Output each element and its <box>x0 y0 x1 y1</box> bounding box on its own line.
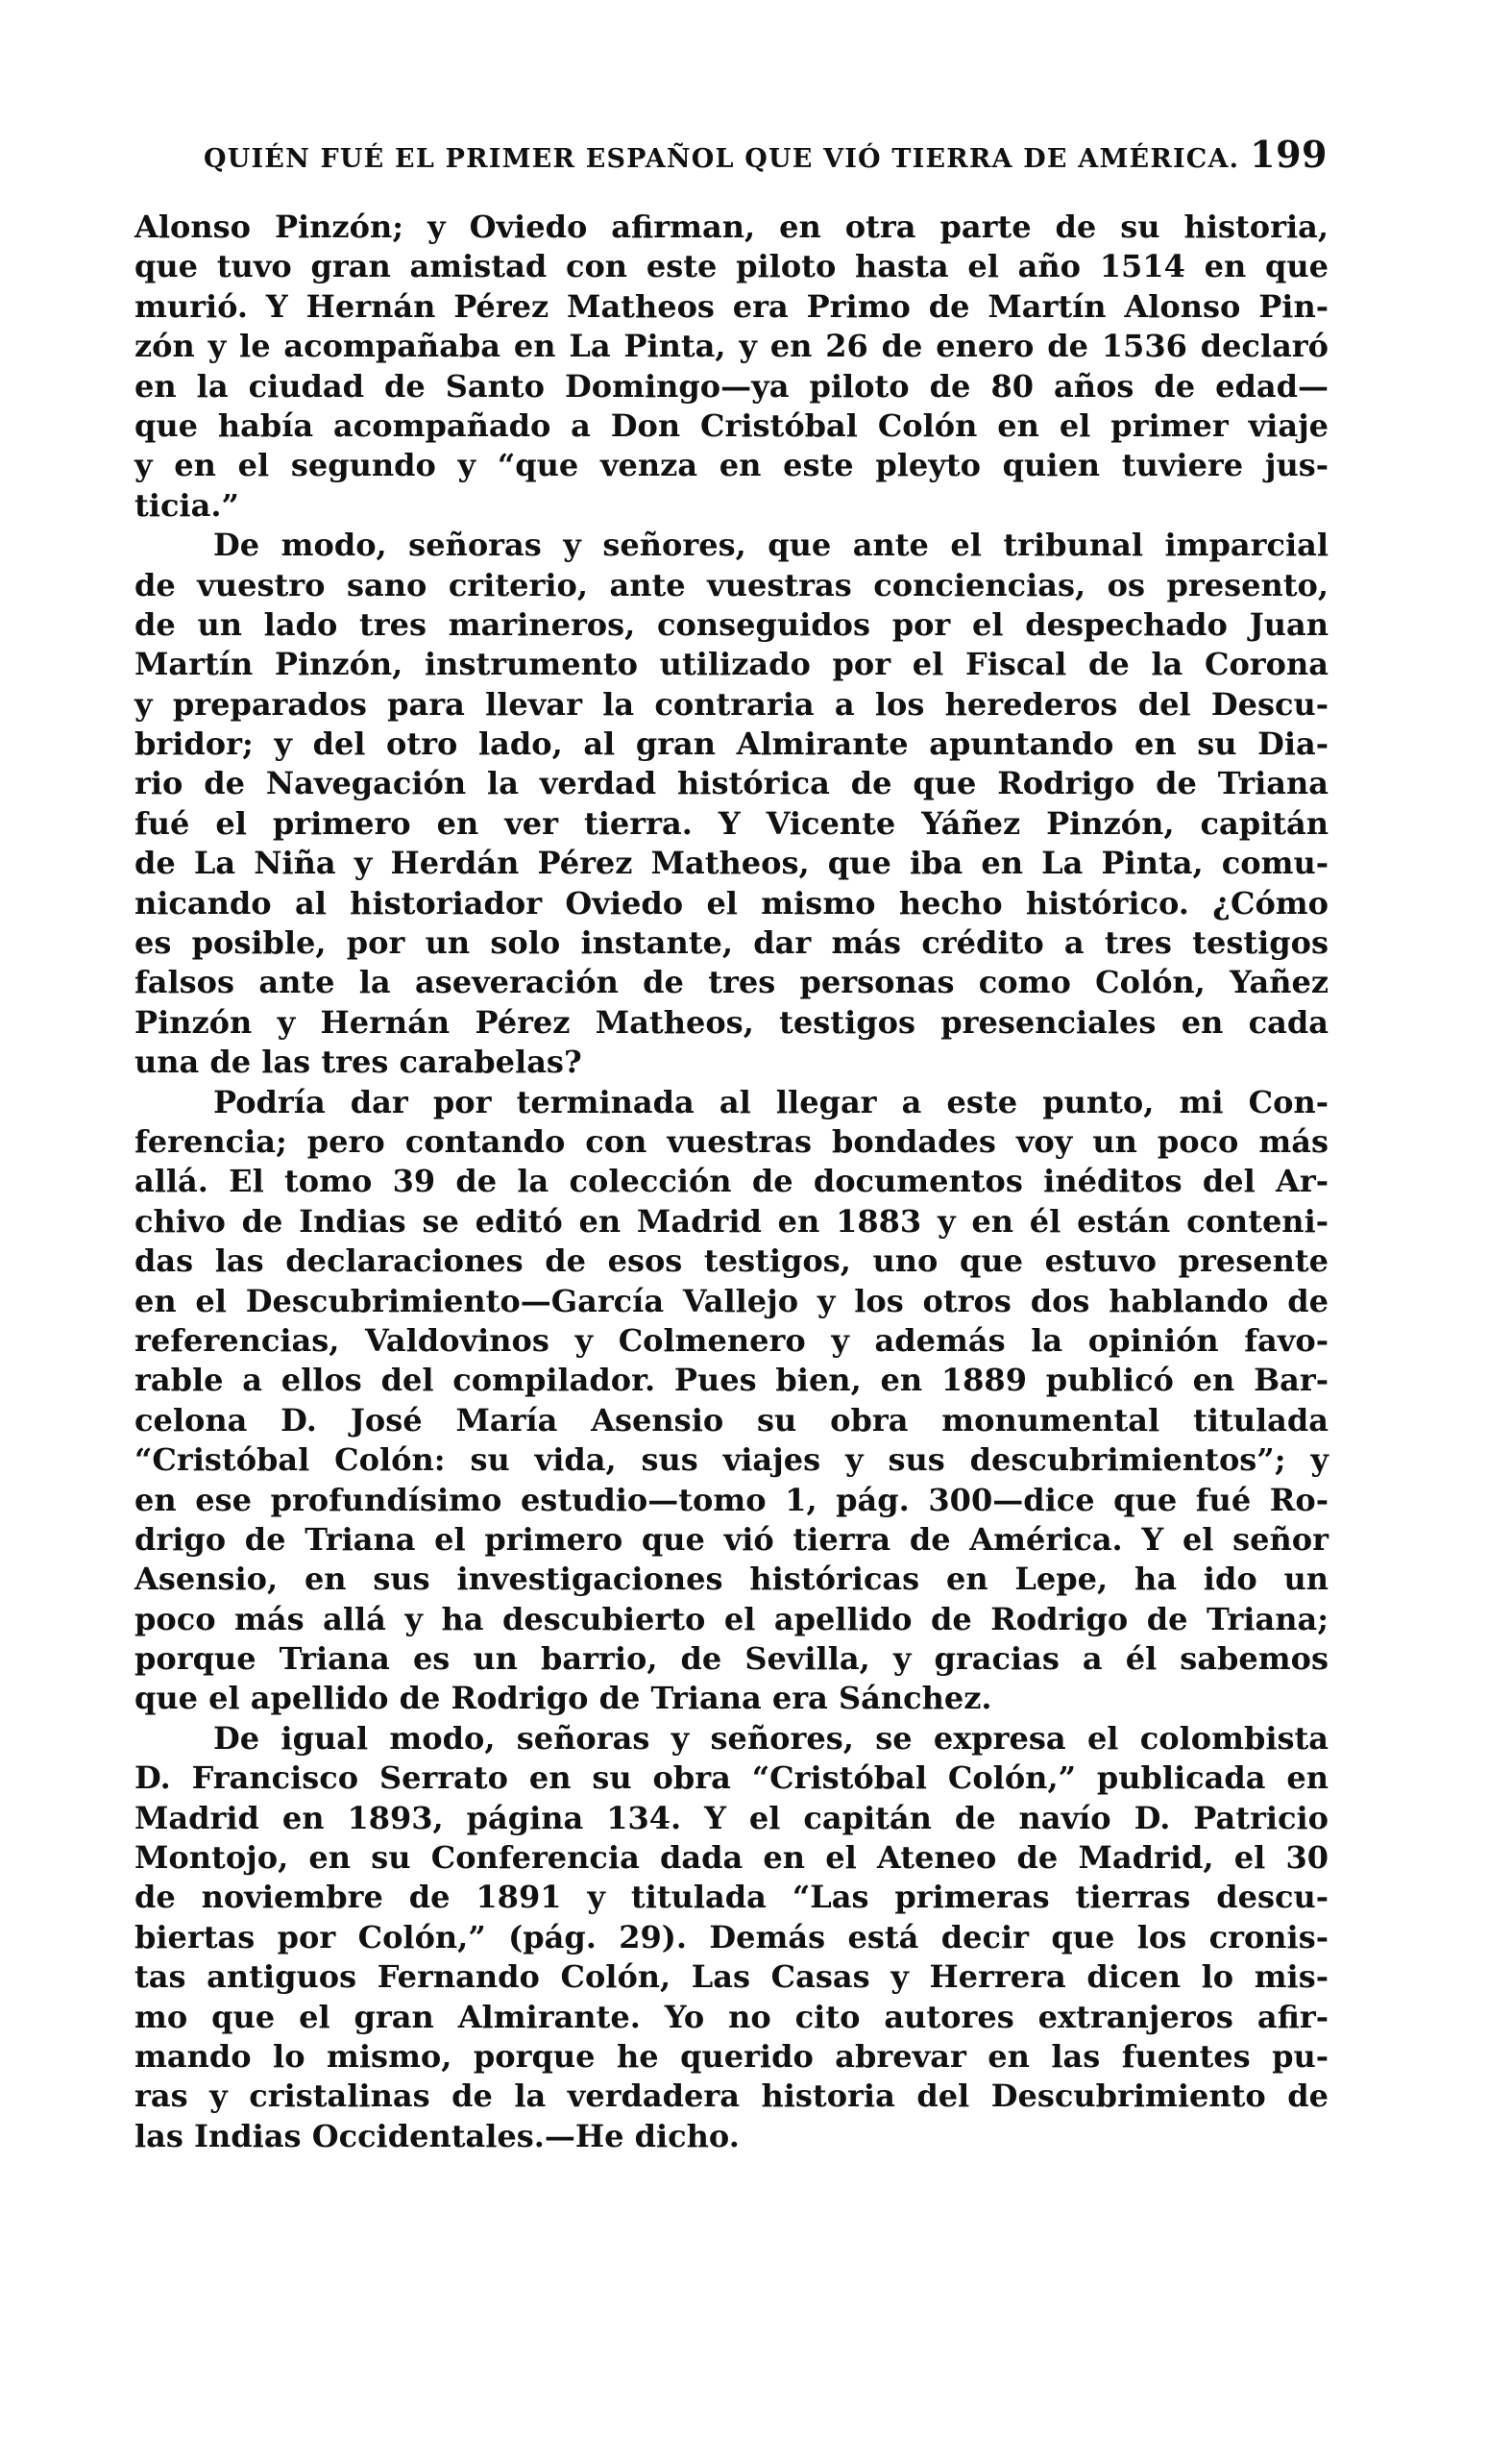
text-line: biertas por Colón,” (pág. 29). Demás está decir que los cronis- <box>134 1918 1329 1955</box>
text-line: de noviembre de 1891 y titulada “Las primeras tierras descu- <box>134 1879 1329 1916</box>
text-line: falsos ante la aseveración de tres personas como Colón, Yañez <box>134 964 1329 1001</box>
text-line: Martín Pinzón, instrumento utilizado por el Fiscal de la Corona <box>134 646 1329 683</box>
text-line: ras y cristalinas de la verdadera historia del Descubrimiento de <box>134 2078 1329 2115</box>
text-line: D. Francisco Serrato en su obra “Cristóbal Colón,” publicada en <box>134 1759 1329 1797</box>
text-line: y preparados para llevar la contraria a los herederos del Descu- <box>134 685 1329 723</box>
text-line: en el Descubrimiento—García Vallejo y los otros dos hablando de <box>134 1282 1329 1319</box>
text-line: das las declaraciones de esos testigos, uno que estuvo presente <box>134 1242 1329 1280</box>
text-line: y en el segundo y “que venza en este pleyto quien tuviere jus- <box>134 447 1329 484</box>
text-line: en la ciudad de Santo Domingo—ya piloto de 80 años de edad— <box>134 367 1329 405</box>
running-header <box>204 133 1328 181</box>
text-line: Montojo, en su Conferencia dada en el Ateneo de Madrid, el 30 <box>134 1839 1329 1877</box>
text-line: las Indias Occidentales.—He dicho. <box>134 2117 740 2154</box>
text-line: Podría dar por terminada al llegar a este punto, mi Con- <box>213 1083 1329 1120</box>
text-line: Alonso Pinzón; y Oviedo afirman, en otra parte de su historia, <box>134 209 1329 245</box>
text-line: referencias, Valdovinos y Colmenero y además la opinión favo- <box>134 1321 1329 1359</box>
text-line: tas antiguos Fernando Colón, Las Casas y Herrera dicen lo mis- <box>134 1958 1329 1996</box>
text-line: rio de Navegación la verdad histórica de que Rodrigo de Triana <box>134 765 1329 802</box>
text-line: De modo, señoras y señores, que ante el tribunal imparcial <box>213 527 1329 564</box>
text-line: “Cristóbal Colón: su vida, sus viajes y sus descubrimientos”; y <box>134 1441 1329 1479</box>
text-line: porque Triana es un barrio, de Sevilla, y gracias a él sabemos <box>134 1640 1329 1678</box>
text-line: de La Niña y Herdán Pérez Matheos, que iba en La Pinta, comu- <box>134 845 1329 882</box>
text-line: que había acompañado a Don Cristóbal Colón en el primer viaje <box>134 406 1329 444</box>
text-line: que tuvo gran amistad con este piloto hasta el año 1514 en que <box>134 248 1329 285</box>
text-line: Pinzón y Hernán Pérez Matheos, testigos presenciales en cada <box>134 1003 1329 1041</box>
text-line: en ese profundísimo estudio—tomo 1, pág. 300—dice que fué Ro- <box>134 1481 1329 1518</box>
text-line: bridor; y del otro lado, al gran Almirante apuntando en su Dia- <box>134 725 1329 763</box>
running-title: QUIÉN FUÉ EL PRIMER ESPAÑOL QUE VIÓ TIERRA DE AMÉRICA. <box>204 144 1240 174</box>
text-line: celona D. José María Asensio su obra monumental titulada <box>134 1401 1329 1439</box>
text-line: mando lo mismo, porque he querido abrevar en las fuentes pu- <box>134 2037 1329 2075</box>
text-line: chivo de Indias se editó en Madrid en 1883 y en él están conteni- <box>134 1202 1329 1240</box>
text-line: Madrid en 1893, página 134. Y el capitán de navío D. Patricio <box>134 1799 1329 1836</box>
text-line: ticia.” <box>134 486 239 524</box>
text-line: mo que el gran Almirante. Yo no cito autores extranjeros afir- <box>134 1998 1329 2035</box>
body-text <box>134 208 1329 2156</box>
text-line: murió. Y Hernán Pérez Matheos era Primo de Martín Alonso Pin- <box>134 287 1329 325</box>
text-line: poco más allá y ha descubierto el apellido de Rodrigo de Triana; <box>134 1600 1329 1637</box>
page-number: 199 <box>1250 133 1328 176</box>
text-line: Asensio, en sus investigaciones históricas en Lepe, ha ido un <box>134 1561 1329 1598</box>
text-line: fué el primero en ver tierra. Y Vicente Yáñez Pinzón, capitán <box>134 804 1329 842</box>
text-line: De igual modo, señoras y señores, se expresa el colombista <box>213 1719 1329 1757</box>
text-line: allá. El tomo 39 de la colección de documentos inéditos del Ar- <box>134 1163 1329 1200</box>
text-line: de vuestro sano criterio, ante vuestras conciencias, os presento, <box>134 566 1329 603</box>
text-line: drigo de Triana el primero que vió tierra de América. Y el señor <box>134 1520 1329 1558</box>
text-line: nicando al historiador Oviedo el mismo hecho histórico. ¿Cómo <box>134 884 1329 922</box>
text-line: ferencia; pero contando con vuestras bondades voy un poco más <box>134 1122 1329 1160</box>
text-line: es posible, por un solo instante, dar más crédito a tres testigos <box>134 924 1329 962</box>
text-line: rable a ellos del compilador. Pues bien, en 1889 publicó en Bar- <box>134 1362 1329 1399</box>
text-line: una de las tres carabelas? <box>134 1044 582 1081</box>
text-line: zón y le acompañaba en La Pinta, y en 26 de enero de 1536 declaró <box>134 328 1329 365</box>
text-line: de un lado tres marineros, conseguidos por el despechado Juan <box>134 605 1329 643</box>
text-line: que el apellido de Rodrigo de Triana era Sánchez. <box>134 1680 992 1717</box>
